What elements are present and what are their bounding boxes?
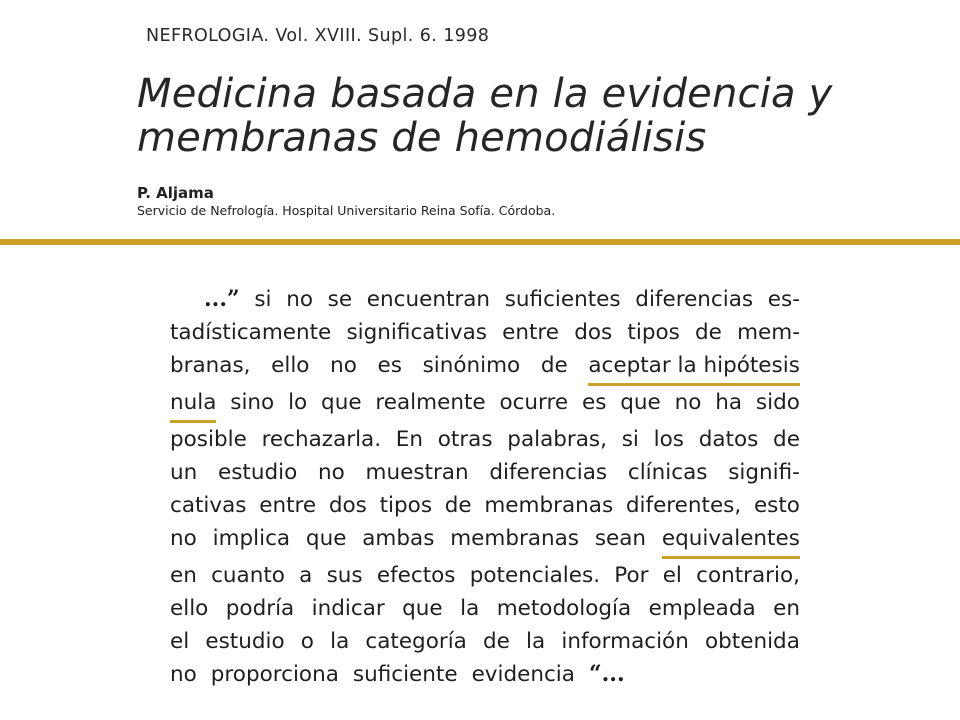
quote-word: Por bbox=[614, 563, 649, 588]
quote-word: de bbox=[483, 629, 510, 654]
quote-word: que bbox=[321, 390, 362, 415]
quote-word: implica bbox=[212, 526, 291, 551]
quote-word: es bbox=[377, 353, 402, 378]
quote-word: sido bbox=[755, 390, 800, 415]
quote-word: datos bbox=[698, 427, 759, 452]
quote-word: sus bbox=[326, 563, 363, 588]
quote-word: muestran bbox=[365, 460, 469, 485]
quote-word: otras bbox=[437, 427, 493, 452]
quote-word: rechazarla. bbox=[261, 427, 382, 452]
quote-word: se bbox=[327, 287, 353, 312]
quote-line bbox=[170, 283, 800, 316]
quote-word: es- bbox=[767, 287, 800, 312]
quote-word: cativas bbox=[170, 493, 247, 518]
quote-word: que bbox=[305, 526, 347, 551]
quote-word: de bbox=[773, 427, 800, 452]
quote-word: entre bbox=[259, 493, 317, 518]
quote-block bbox=[170, 283, 800, 691]
quote-line bbox=[170, 423, 800, 456]
quote-word: no bbox=[286, 287, 313, 312]
quote-word: lo bbox=[288, 390, 308, 415]
accent-divider bbox=[0, 239, 960, 245]
quote-word: diferencias bbox=[489, 460, 608, 485]
close-quote-mark: “... bbox=[588, 661, 625, 687]
quote-word: contrario, bbox=[696, 563, 800, 588]
quote-word: palabras, bbox=[507, 427, 607, 452]
article-title bbox=[137, 72, 833, 160]
quote-word: de bbox=[444, 493, 472, 518]
quote-word: si bbox=[254, 287, 272, 312]
title-line-1: Medicina basada en la evidencia y bbox=[137, 71, 833, 117]
journal-citation: NEFROLOGIA. Vol. XVIII. Supl. 6. 1998 bbox=[146, 26, 490, 46]
quote-line bbox=[170, 349, 800, 386]
quote-word: que bbox=[620, 390, 661, 415]
quote-line bbox=[170, 658, 800, 691]
open-quote-mark: ...” bbox=[204, 286, 240, 312]
quote-word: sino bbox=[230, 390, 275, 415]
quote-word: suficientes bbox=[504, 287, 621, 312]
quote-word: la bbox=[330, 629, 350, 654]
quote-word: dos bbox=[574, 320, 613, 345]
quote-word: el bbox=[662, 563, 682, 588]
quote-word: evidencia bbox=[471, 662, 575, 687]
underlined-phrase: equivalentes bbox=[662, 522, 800, 559]
quote-word: de bbox=[695, 320, 722, 345]
quote-word: cuanto bbox=[211, 563, 285, 588]
quote-word: diferencias bbox=[635, 287, 754, 312]
quote-word: el bbox=[170, 629, 190, 654]
quote-line bbox=[170, 386, 800, 423]
quote-line bbox=[170, 456, 800, 489]
quote-word: En bbox=[395, 427, 424, 452]
quote-word: branas, bbox=[170, 353, 251, 378]
quote-word: tipos bbox=[627, 320, 680, 345]
quote-line bbox=[170, 625, 800, 658]
quote-word: un bbox=[170, 460, 198, 485]
quote-word: o bbox=[300, 629, 314, 654]
quote-word: nula bbox=[170, 386, 216, 423]
quote-word: no bbox=[330, 353, 357, 378]
quote-word: no bbox=[170, 526, 197, 551]
quote-word: membranas bbox=[450, 526, 579, 551]
quote-word: los bbox=[653, 427, 684, 452]
quote-word: no bbox=[170, 662, 197, 687]
quote-word: de bbox=[540, 353, 568, 378]
quote-word: efectos bbox=[376, 563, 456, 588]
quote-word: ello bbox=[170, 596, 209, 621]
quote-word: membranas bbox=[484, 493, 614, 518]
quote-word: diferentes, bbox=[625, 493, 742, 518]
quote-word: significativas bbox=[346, 320, 487, 345]
quote-word: ocurre bbox=[499, 390, 569, 415]
quote-word: clínicas bbox=[627, 460, 708, 485]
quote-word: información bbox=[561, 629, 689, 654]
quote-word: en bbox=[773, 596, 800, 621]
quote-word: si bbox=[621, 427, 639, 452]
quote-word: empleada bbox=[648, 596, 756, 621]
quote-word: ambas bbox=[362, 526, 435, 551]
author-name: P. Aljama bbox=[137, 184, 214, 202]
quote-line bbox=[170, 592, 800, 625]
quote-word: sean bbox=[594, 526, 647, 551]
underlined-phrase: aceptar la hipótesis bbox=[588, 349, 800, 386]
author-affiliation: Servicio de Nefrología. Hospital Universitario Reina Sofía. Córdoba. bbox=[137, 203, 556, 218]
quote-word: proporciona bbox=[210, 662, 339, 687]
quote-word: obtenida bbox=[705, 629, 800, 654]
quote-word: es bbox=[581, 390, 607, 415]
quote-word: tipos bbox=[379, 493, 433, 518]
quote-word: a bbox=[299, 563, 313, 588]
quote-word: la bbox=[460, 596, 480, 621]
quote-line bbox=[170, 559, 800, 592]
quote-word: no bbox=[674, 390, 702, 415]
quote-word: mem- bbox=[737, 320, 800, 345]
quote-word: encuentran bbox=[366, 287, 491, 312]
quote-word: no bbox=[318, 460, 345, 485]
quote-word: indicar bbox=[311, 596, 385, 621]
quote-word: esto bbox=[753, 493, 800, 518]
quote-word: metodología bbox=[496, 596, 632, 621]
quote-line bbox=[170, 522, 800, 559]
quote-word: ha bbox=[715, 390, 743, 415]
title-line-2: membranas de hemodiálisis bbox=[137, 115, 707, 161]
quote-word: estudio bbox=[218, 460, 298, 485]
quote-word: ello bbox=[271, 353, 310, 378]
quote-word: realmente bbox=[375, 390, 486, 415]
quote-word: entre bbox=[502, 320, 560, 345]
quote-word: que bbox=[402, 596, 443, 621]
quote-line bbox=[170, 316, 800, 349]
quote-word: suficiente bbox=[352, 662, 458, 687]
quote-word: dos bbox=[328, 493, 367, 518]
quote-word: signifi- bbox=[728, 460, 800, 485]
quote-word: posible bbox=[170, 427, 247, 452]
quote-word: tadísticamente bbox=[170, 320, 332, 345]
quote-word: podría bbox=[225, 596, 295, 621]
quote-line bbox=[170, 489, 800, 522]
quote-word: sinónimo bbox=[422, 353, 521, 378]
quote-word: la bbox=[526, 629, 546, 654]
quote-word: en bbox=[170, 563, 197, 588]
quote-word: potenciales. bbox=[469, 563, 601, 588]
quote-word: estudio bbox=[205, 629, 285, 654]
quote-word: categoría bbox=[365, 629, 467, 654]
